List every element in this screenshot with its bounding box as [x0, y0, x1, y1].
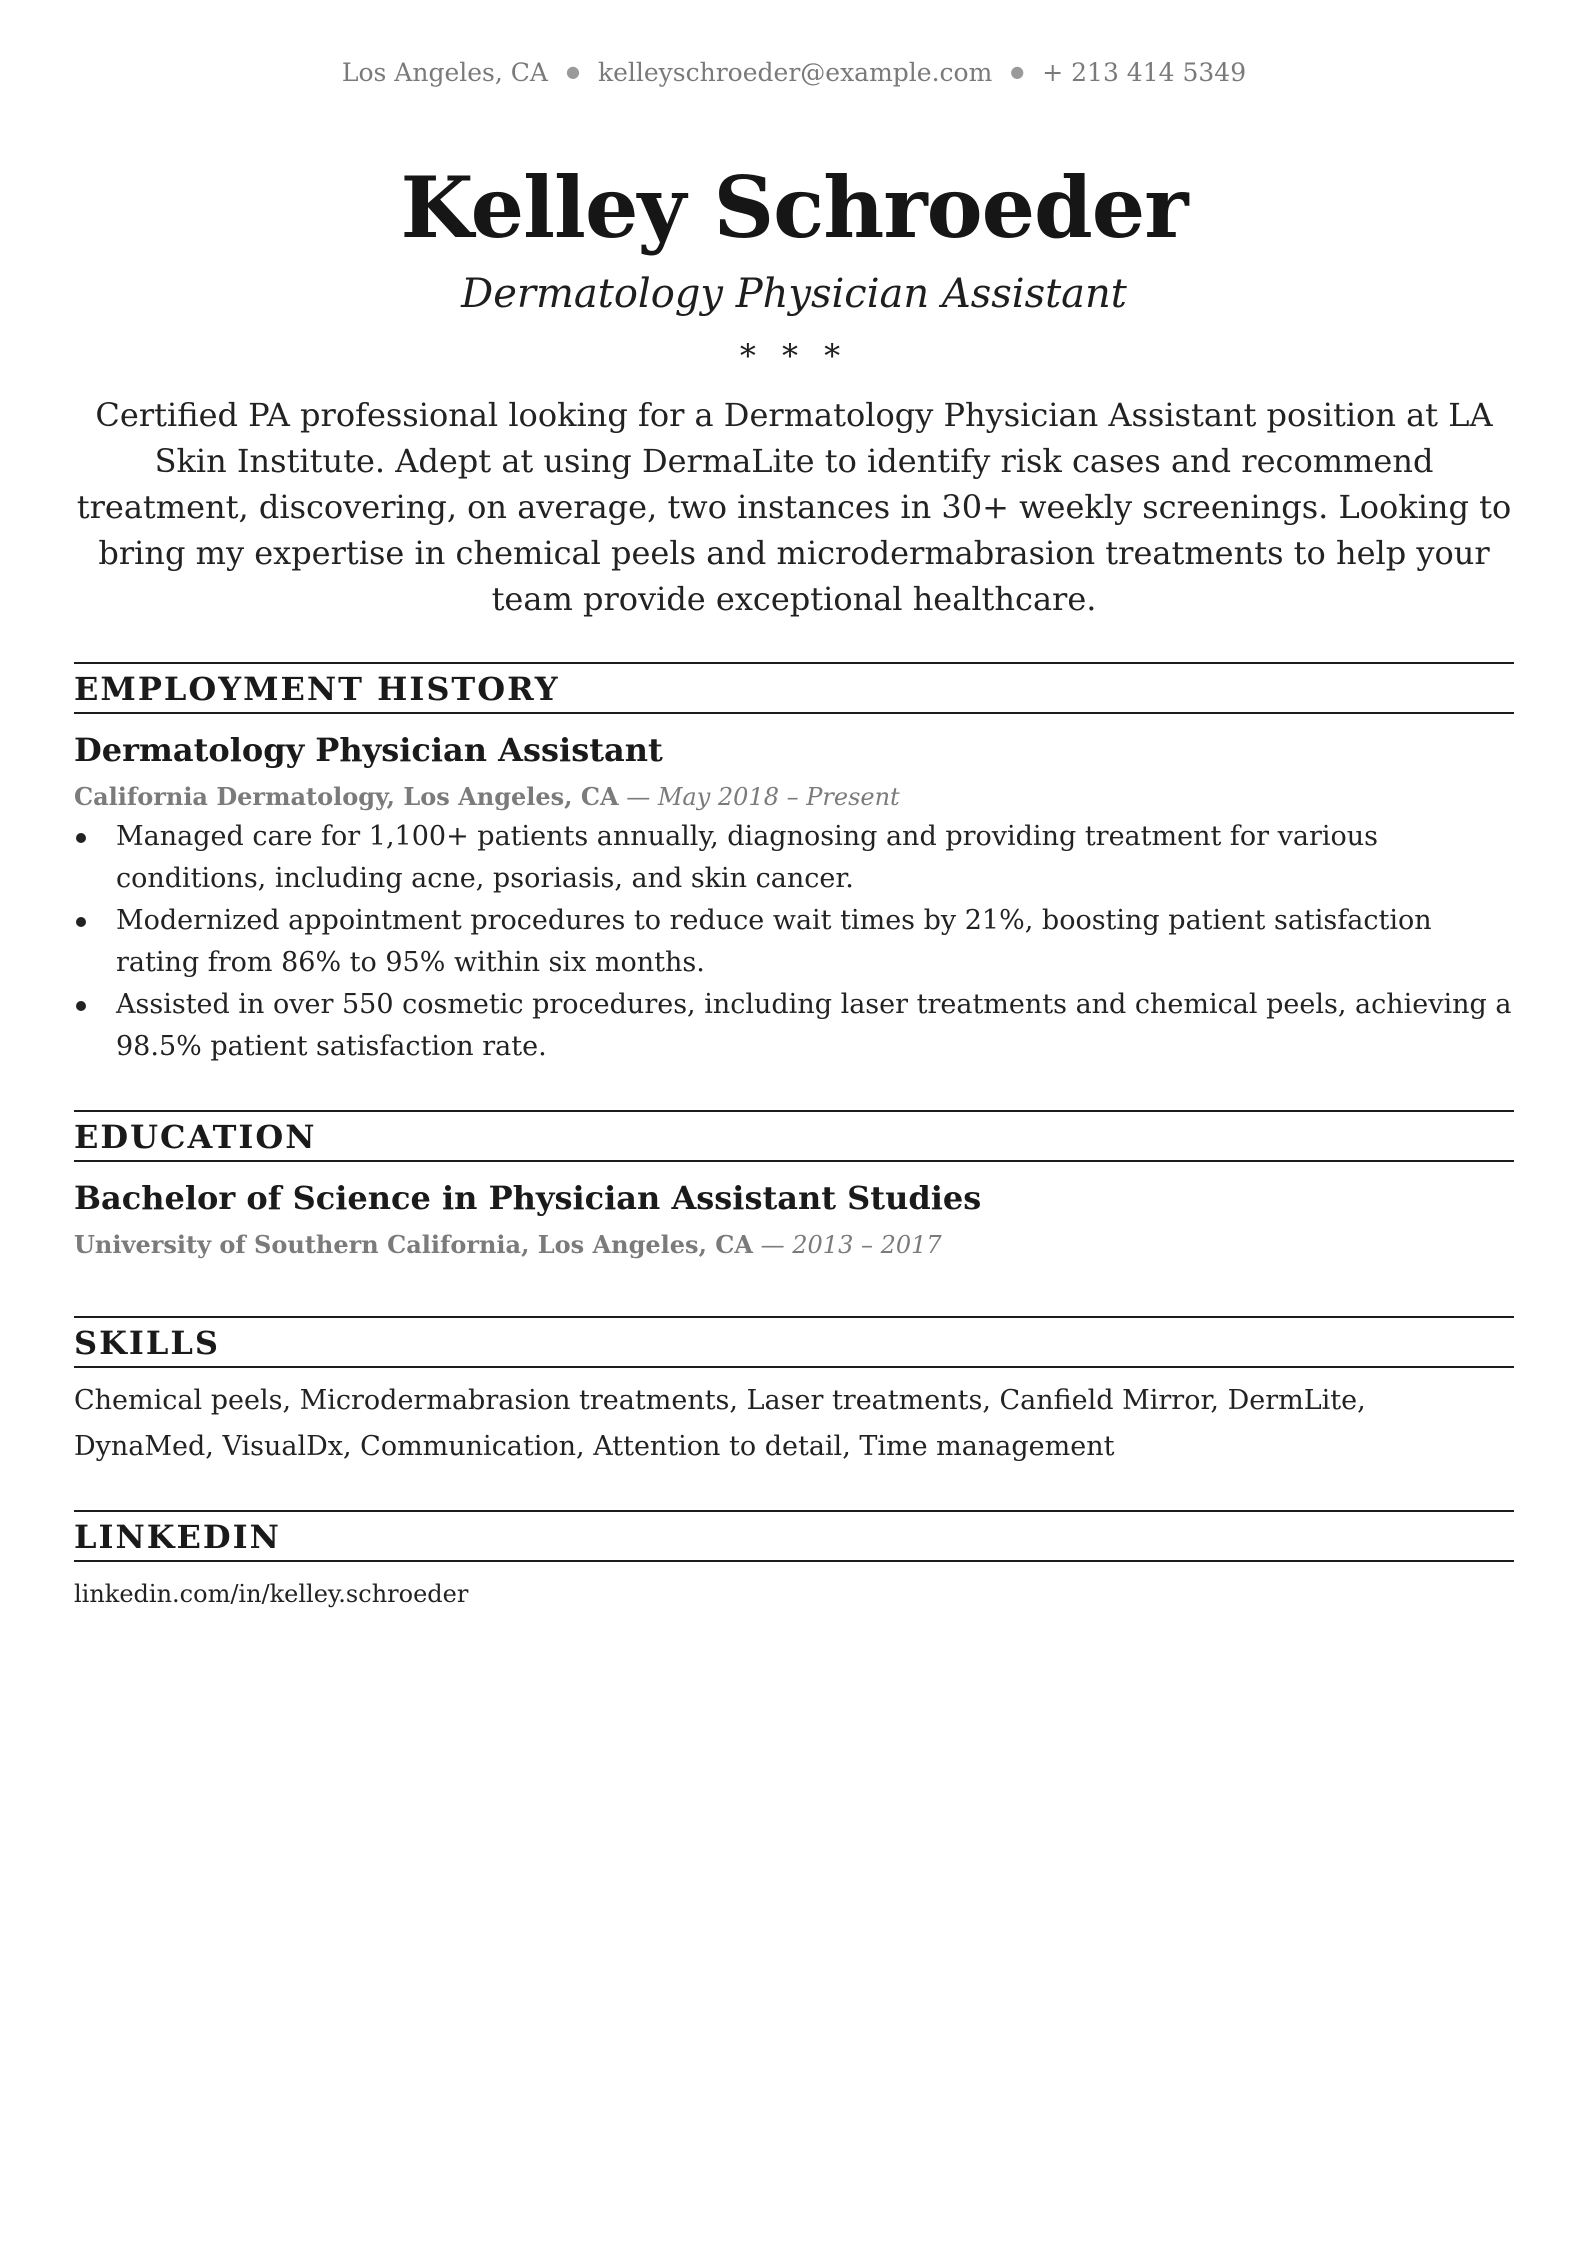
skill-item: Laser treatments [746, 1385, 983, 1416]
job-meta [74, 780, 1514, 814]
bullet-icon [76, 833, 86, 843]
degree-meta [74, 1228, 1514, 1262]
header-divider: * * * [739, 337, 849, 375]
skill-item: Communication [360, 1431, 577, 1462]
skill-item: VisualDx [222, 1431, 343, 1462]
job-dates: — May 2018 – Present [618, 783, 900, 811]
skill-item: Chemical peels [74, 1385, 283, 1416]
profile-summary: Certified PA professional looking for a Dermatology Physician Assistant position at LA Skin Institute. Adept at using DermaLite to identify risk cases and recommend treatment, discovering, on average, two instances in 30+ weekly screenings. Looking to bring my expertise in chemical peels and microdermabrasion treatments to help your team provide exceptional healthcare. [76, 396, 1512, 618]
school-name: University of Southern California, Los Angeles, CA [74, 1230, 753, 1259]
job-employer: California Dermatology, Los Angeles, CA [74, 782, 619, 811]
skill-item: Time management [859, 1431, 1115, 1462]
skill-item: Attention to detail [593, 1431, 843, 1462]
section-heading: SKILLS [74, 1316, 1514, 1368]
list-item: Modernized appointment procedures to reduce wait times by 21%, boosting patient satisfaction rating from 86% to 95% within six months. [74, 900, 1514, 984]
skill-item: DermLite [1227, 1385, 1358, 1416]
bullet-icon [76, 1001, 86, 1011]
contact-line [74, 58, 1514, 87]
employment-section [74, 662, 1514, 1068]
degree-dates: — 2013 – 2017 [753, 1231, 942, 1259]
candidate-name: Kelley Schroeder [400, 158, 1188, 257]
bullet-separator-icon: ● [565, 62, 580, 81]
job-title: Dermatology Physician Assistant [74, 731, 663, 769]
contact-phone[interactable]: + 213 414 5349 [1042, 58, 1247, 87]
skill-item: Canfield Mirror [999, 1385, 1211, 1416]
education-section [74, 1110, 1514, 1262]
contact-location: Los Angeles, CA [341, 58, 548, 87]
list-item: Managed care for 1,100+ patients annually, diagnosing and providing treatment for various conditions, including acne, psoriasis, and skin cancer. [74, 816, 1514, 900]
linkedin-url[interactable]: linkedin.com/in/kelley.schroeder [74, 1580, 469, 1608]
bullet-separator-icon: ● [1010, 62, 1025, 81]
skills-list: Chemical peels, Microdermabrasion treatments, Laser treatments, Canfield Mirror, DermLite, DynaMed, VisualDx, Communication, Attention to detail, Time management [74, 1385, 1366, 1462]
section-heading: EDUCATION [74, 1110, 1514, 1162]
linkedin-section [74, 1510, 1514, 1612]
skills-section [74, 1316, 1514, 1470]
bullet-icon [76, 917, 86, 927]
skill-item: DynaMed [74, 1431, 206, 1462]
list-item: Assisted in over 550 cosmetic procedures, including laser treatments and chemical peels, achieving a 98.5% patient satisfaction rate. [74, 984, 1514, 1068]
degree-title: Bachelor of Science in Physician Assistant Studies [74, 1179, 982, 1217]
contact-email[interactable]: kelleyschroeder@example.com [597, 58, 993, 87]
job-bullets [74, 816, 1514, 1068]
skill-item: Microdermabrasion treatments [299, 1385, 730, 1416]
section-heading: EMPLOYMENT HISTORY [74, 662, 1514, 714]
candidate-role: Dermatology Physician Assistant [461, 271, 1127, 317]
section-heading: LINKEDIN [74, 1510, 1514, 1562]
